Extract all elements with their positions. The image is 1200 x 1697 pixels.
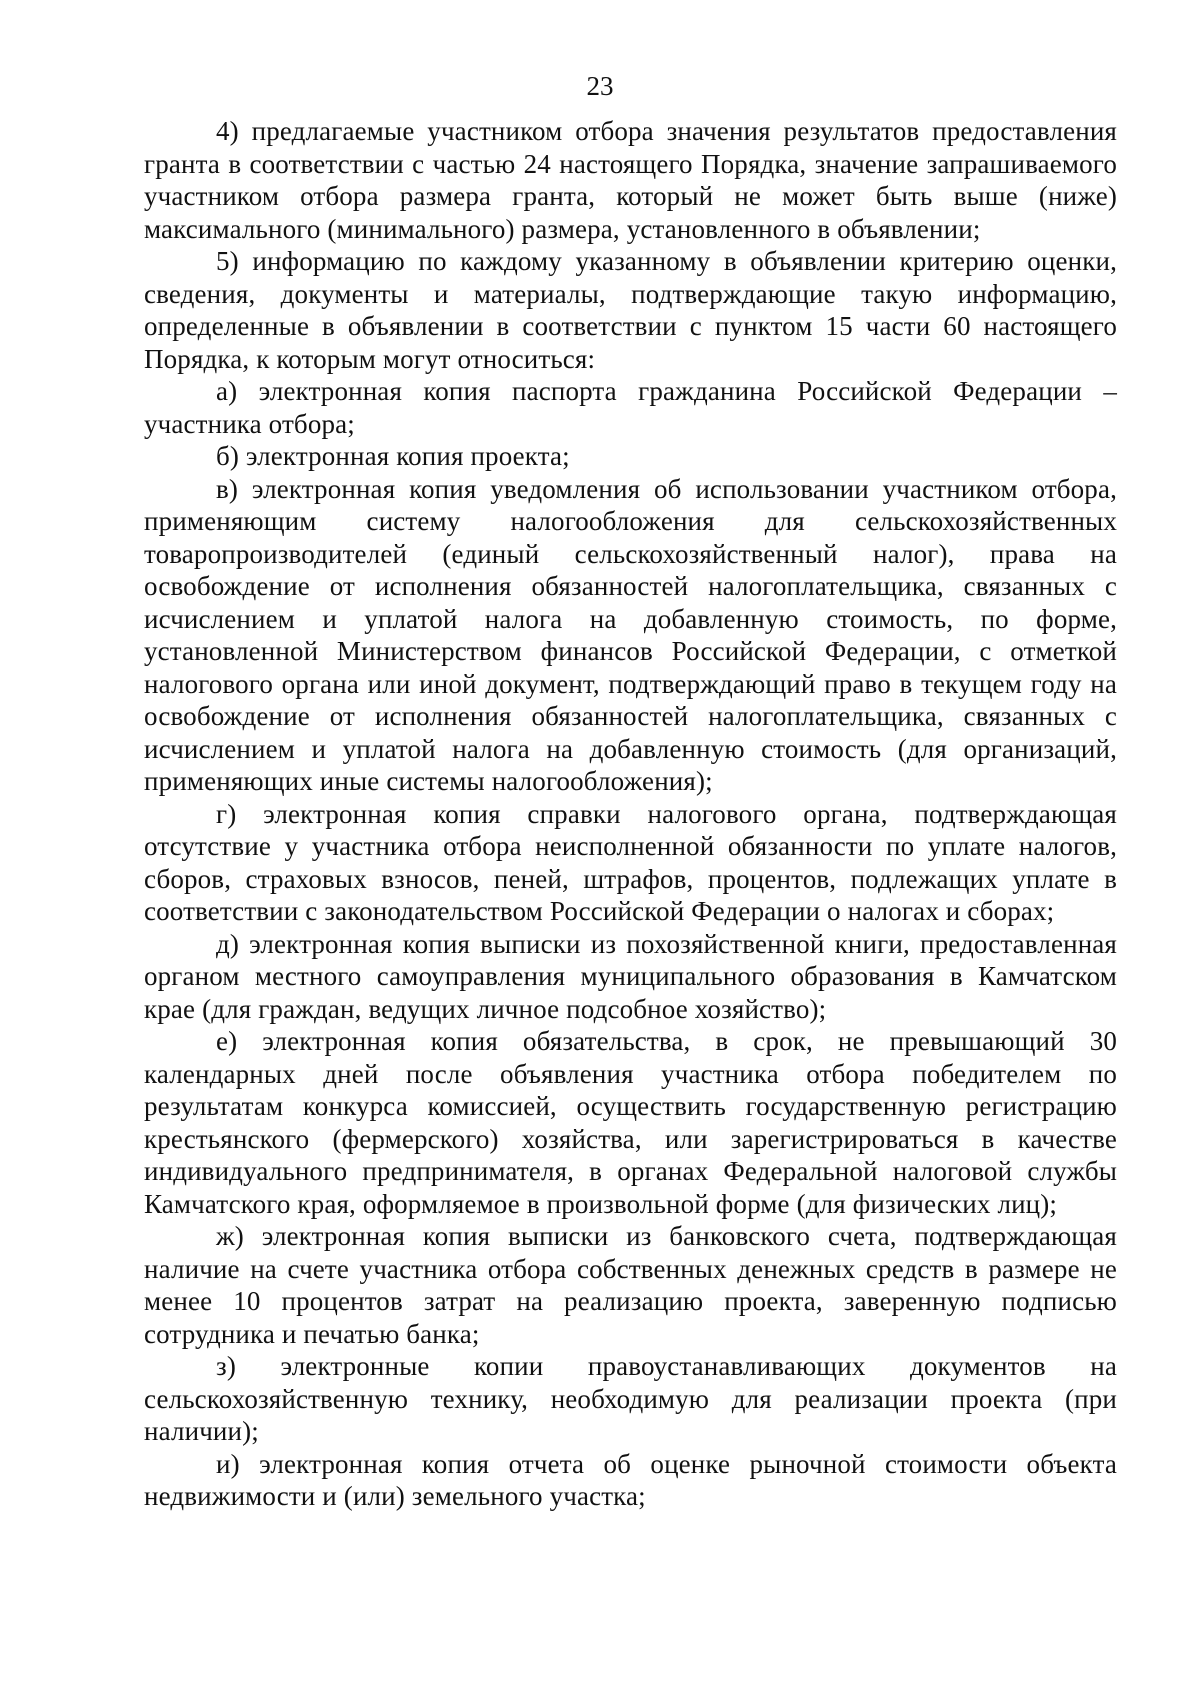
- paragraph-subitem-zh: ж) электронная копия выписки из банковского счета, подтверждающая наличие на счете участника отбора собственных денежных средств в размере не менее 10 процентов затрат на реализацию проекта, заверенную подписью сотрудника и печатью банка;: [144, 1221, 1117, 1349]
- paragraph-subitem-i: и) электронная копия отчета об оценке рыночной стоимости объекта недвижимости и (или) земельного участка;: [144, 1448, 1117, 1511]
- paragraph-subitem-e: е) электронная копия обязательства, в срок, не превышающий 30 календарных дней после объявления участника отбора победителем по результатам конкурса комиссией, осуществить государственную регистрацию крестьянского (фермерского) хозяйства, или зарегистрироваться в качестве индивидуального предпринимателя, в органах Федеральной налоговой службы Камчатского края, оформляемое в произвольной форме (для физических лиц);: [144, 1026, 1117, 1219]
- document-body: [144, 115, 1117, 1513]
- paragraph-subitem-a: а) электронная копия паспорта гражданина Российской Федерации – участника отбора;: [144, 376, 1117, 439]
- paragraph-item-5: 5) информацию по каждому указанному в объявлении критерию оценки, сведения, документы и материалы, подтверждающие такую информацию, определенные в объявлении в соответствии с пунктом 15 части 60 настоящего Порядка, к которым могут относиться:: [144, 246, 1117, 374]
- paragraph-subitem-v: в) электронная копия уведомления об использовании участником отбора, применяющим систему налогообложения для сельскохозяйственных товаропроизводителей (единый сельскохозяйственный налог), права на освобождение от исполнения обязанностей налогоплательщика, связанных с исчислением и уплатой налога на добавленную стоимость, по форме, установленной Министерством финансов Российской Федерации, с отметкой налогового органа или иной документ, подтверждающий право в текущем году на освобождение от исполнения обязанностей налогоплательщика, связанных с исчислением и уплатой налога на добавленную стоимость (для организаций, применяющих иные системы налогообложения);: [144, 473, 1117, 796]
- page-number: 23: [586, 71, 614, 101]
- paragraph-subitem-b: б) электронная копия проекта;: [216, 441, 570, 471]
- paragraph-item-4: 4) предлагаемые участником отбора значения результатов предоставления гранта в соответствии с частью 24 настоящего Порядка, значение запрашиваемого участником отбора размера гранта, который не может быть выше (ниже) максимального (минимального) размера, установленного в объявлении;: [144, 116, 1117, 244]
- paragraph-subitem-d: д) электронная копия выписки из похозяйственной книги, предоставленная органом местного самоуправления муниципального образования в Камчатском крае (для граждан, ведущих личное подсобное хозяйство);: [144, 928, 1117, 1024]
- paragraph-subitem-z: з) электронные копии правоустанавливающих документов на сельскохозяйственную технику, необходимую для реализации проекта (при наличии);: [144, 1351, 1117, 1446]
- paragraph-subitem-g: г) электронная копия справки налогового органа, подтверждающая отсутствие у участника отбора неисполненной обязанности по уплате налогов, сборов, страховых взносов, пеней, штрафов, процентов, подлежащих уплате в соответствии с законодательством Российской Федерации о налогах и сборах;: [144, 798, 1117, 926]
